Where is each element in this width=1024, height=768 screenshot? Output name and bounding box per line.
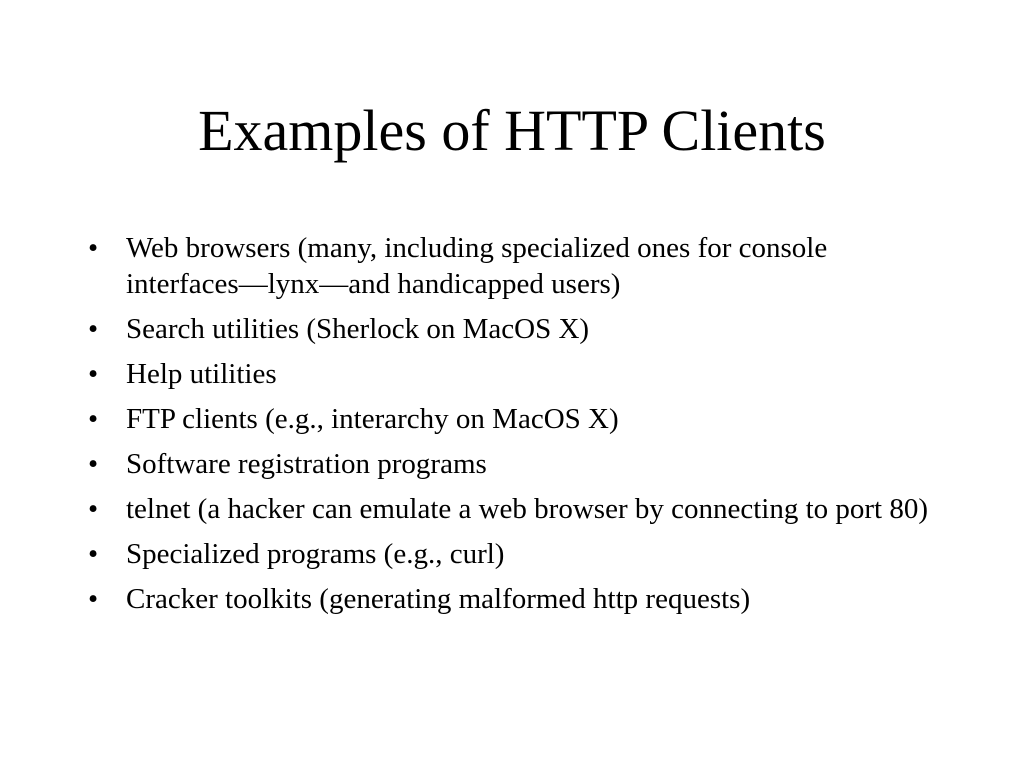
- list-item: [88, 536, 938, 572]
- bullet-text: Web browsers (many, including specialized ones for console interfaces—lynx—and handicapped users): [126, 232, 828, 300]
- list-item: [88, 446, 938, 482]
- bullet-marker: •: [88, 538, 99, 570]
- bullet-marker: •: [88, 313, 99, 345]
- bullet-marker: •: [88, 358, 99, 390]
- bullet-text: Cracker toolkits (generating malformed http requests): [126, 583, 751, 615]
- bullet-text: Software registration programs: [126, 448, 487, 480]
- bullet-marker: •: [88, 493, 99, 525]
- bullet-text: Help utilities: [126, 358, 277, 390]
- list-item: [88, 311, 938, 347]
- bullet-marker: •: [88, 403, 99, 435]
- bullet-marker: •: [88, 583, 99, 615]
- list-item: [88, 356, 938, 392]
- list-item: [88, 581, 938, 617]
- bullet-marker: •: [88, 232, 99, 264]
- bullet-text: FTP clients (e.g., interarchy on MacOS X): [126, 403, 619, 435]
- bullet-marker: •: [88, 448, 99, 480]
- slide-title: Examples of HTTP Clients: [198, 98, 826, 163]
- list-item: [88, 230, 938, 302]
- bullet-text: Search utilities (Sherlock on MacOS X): [126, 313, 590, 345]
- list-item: [88, 401, 938, 437]
- bullet-text: telnet (a hacker can emulate a web browser by connecting to port 80): [126, 493, 929, 525]
- bullet-text: Specialized programs (e.g., curl): [126, 538, 505, 570]
- list-item: [88, 491, 938, 527]
- bullet-list: [88, 230, 938, 626]
